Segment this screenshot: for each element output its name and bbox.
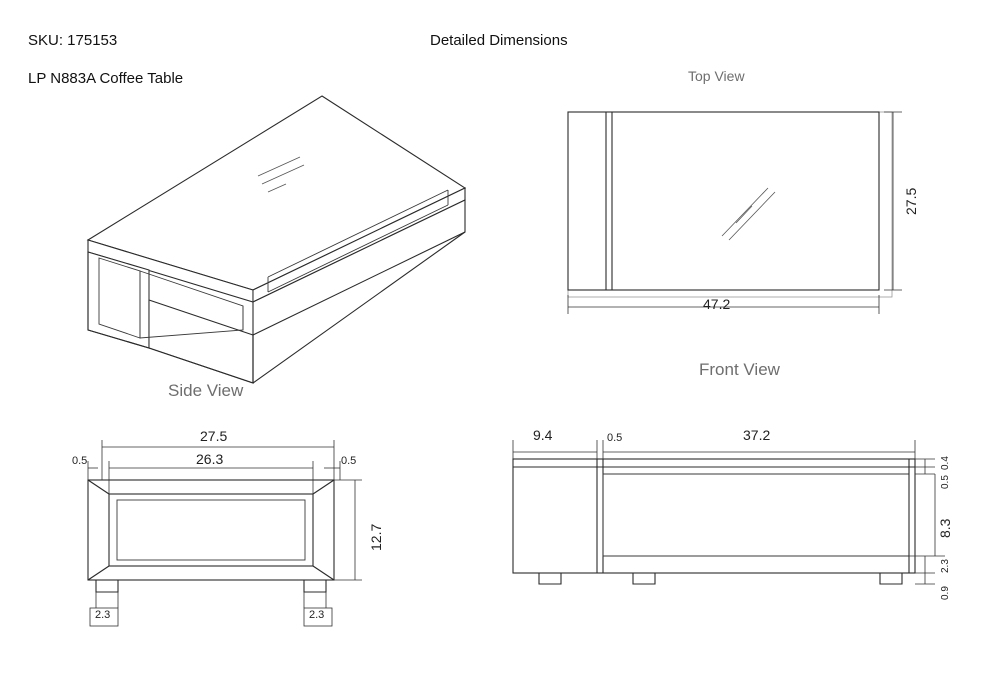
- dim-front-left-section: 9.4: [533, 427, 553, 443]
- sku-label: SKU: 175153: [28, 32, 118, 49]
- side-view-label: Side View: [168, 381, 244, 400]
- front-view-drawing: [513, 440, 945, 584]
- dim-front-shelf-thickness: 2.3: [940, 559, 951, 573]
- dim-side-left-thickness: 0.5: [72, 455, 88, 467]
- isometric-view: [88, 96, 465, 383]
- dim-front-top-thickness: 0.4: [940, 456, 951, 470]
- side-view-drawing: [88, 440, 362, 626]
- detailed-dimensions-title: Detailed Dimensions: [430, 32, 568, 49]
- dim-side-height: 12.7: [368, 523, 384, 551]
- top-view-drawing: [568, 112, 902, 314]
- dim-front-right-section: 37.2: [743, 427, 771, 443]
- dim-side-inner-width: 26.3: [196, 451, 224, 467]
- dim-side-overall-width: 27.5: [200, 428, 228, 444]
- dim-side-foot-left: 2.3: [95, 609, 111, 621]
- dim-front-foot-height: 0.9: [940, 586, 951, 600]
- dim-front-second-thickness: 0.5: [940, 475, 951, 489]
- model-name-label: LP N883A Coffee Table: [28, 70, 184, 87]
- top-view-label: Top View: [688, 68, 745, 84]
- dim-side-right-thickness: 0.5: [341, 455, 357, 467]
- dim-side-foot-right: 2.3: [309, 609, 325, 621]
- dim-front-opening-height: 8.3: [937, 518, 953, 538]
- dim-top-depth: 27.5: [903, 187, 919, 215]
- dim-top-width: 47.2: [703, 296, 731, 312]
- front-view-label: Front View: [699, 360, 780, 379]
- dim-front-divider: 0.5: [607, 432, 623, 444]
